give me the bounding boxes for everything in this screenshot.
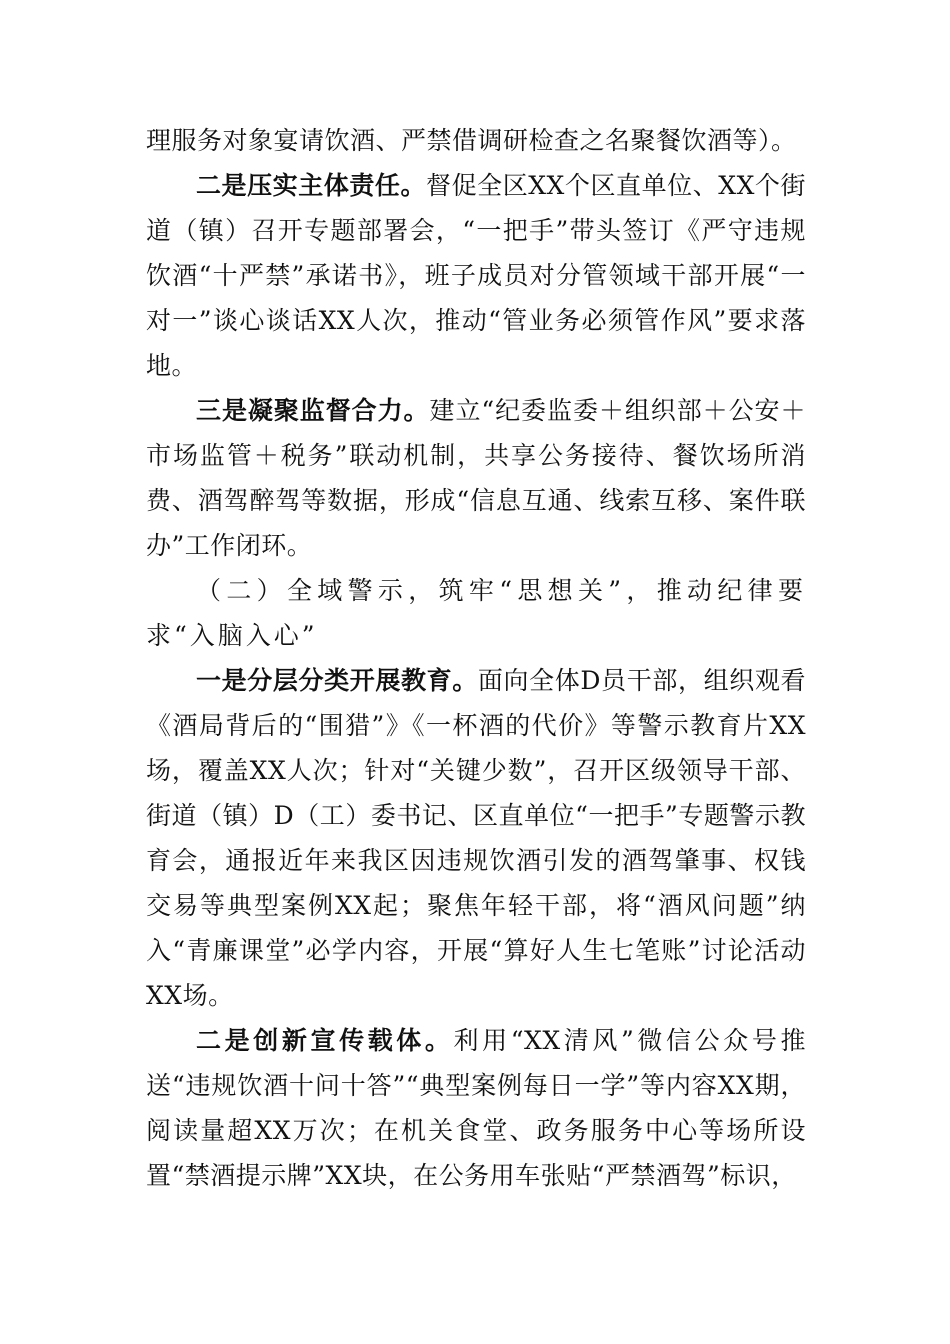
paragraph-text: 建立“纪委监委＋组织部＋公安＋市场监管＋税务”联动机制，共享公务接待、餐饮场所消费、酒驾醉驾等数据，形成“信息互通、线索互移、案件联办”工作闭环。 xyxy=(146,396,806,560)
section-heading-text: （二）全域警示，筑牢“思想关”，推动纪律要求“入脑入心” xyxy=(146,576,806,650)
paragraph-supervision-synergy xyxy=(146,388,806,568)
paragraph-lead: 一是分层分类开展教育。 xyxy=(196,666,478,695)
paragraph-layered-education xyxy=(146,658,806,1018)
paragraph-lead: 三是凝聚监督合力。 xyxy=(196,396,430,425)
paragraph-text: 理服务对象宴请饮酒、严禁借调研检查之名聚餐饮酒等）。 xyxy=(146,126,797,155)
paragraph-text: 面向全体D员干部，组织观看《酒局背后的“围猎”》《一杯酒的代价》等警示教育片XX场，覆盖XX人次；针对“关键少数”，召开区级领导干部、街道（镇）D（工）委书记、区直单位“一把手”专题警示教育会，通报近年来我区因违规饮酒引发的酒驾肇事、权钱交易等典型案例XX起；聚焦年轻干部，将“酒风问题”纳入“青廉课堂”必学内容，开展“算好人生七笔账”讨论活动XX场。 xyxy=(146,666,806,1010)
section-heading xyxy=(146,568,806,658)
paragraph-text: 利用“XX清风”微信公众号推送“违规饮酒十问十答”“典型案例每日一学”等内容XX期，阅读量超XX万次；在机关食堂、政务服务中心等场所设置“禁酒提示牌”XX块，在公务用车张贴“严禁酒驾”标识， xyxy=(146,1026,806,1190)
paragraph-publicity-carriers xyxy=(146,1018,806,1198)
document-body xyxy=(146,118,806,1198)
paragraph-continuation xyxy=(146,118,806,163)
paragraph-lead: 二是压实主体责任。 xyxy=(196,171,427,200)
paragraph-text: 督促全区XX个区直单位、XX个街道（镇）召开专题部署会，“一把手”带头签订《严守违规饮酒“十严禁”承诺书》，班子成员对分管领域干部开展“一对一”谈心谈话XX人次，推动“管业务必须管作风”要求落地。 xyxy=(146,171,806,380)
paragraph-main-responsibility xyxy=(146,163,806,388)
paragraph-lead: 二是创新宣传载体。 xyxy=(196,1026,454,1055)
